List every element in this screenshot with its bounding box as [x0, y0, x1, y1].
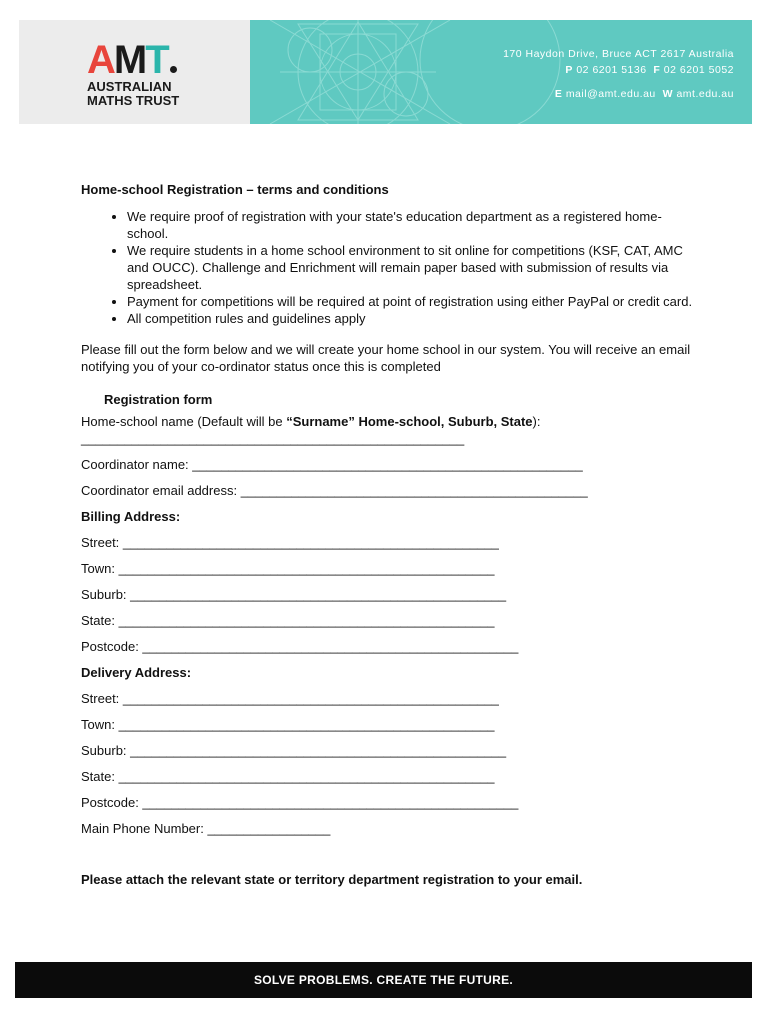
registration-form-title: Registration form	[104, 392, 213, 407]
delivery-suburb-field[interactable]: Suburb: ____________________________________________________	[81, 743, 507, 758]
web-link[interactable]: amt.edu.au	[676, 88, 734, 100]
footer-tagline: SOLVE PROBLEMS. CREATE THE FUTURE.	[15, 962, 752, 998]
list-item: • We require proof of registration with your state's education department as a registered home-school.	[127, 208, 701, 242]
intro-paragraph: Please fill out the form below and we will create your home school in our system. You will receive an email notifying you of your co-ordinator status once this is completed	[81, 342, 691, 374]
delivery-town-field[interactable]: Town: ____________________________________________________	[81, 717, 495, 732]
billing-street-field[interactable]: Street: ____________________________________________________	[81, 535, 499, 550]
logo-area	[19, 20, 250, 124]
phone-fax-line: P 02 6201 5136 F 02 6201 5052	[565, 64, 734, 76]
delivery-street-field[interactable]: Street: ____________________________________________________	[81, 691, 499, 706]
amt-logo: AMT	[87, 40, 177, 80]
email-link[interactable]: mail@amt.edu.au	[565, 88, 656, 100]
org-name: AUSTRALIAN MATHS TRUST	[87, 79, 180, 108]
contact-banner	[250, 20, 752, 124]
list-item: • All competition rules and guidelines apply	[127, 310, 701, 327]
terms-list	[81, 208, 701, 327]
billing-state-field[interactable]: State: ____________________________________________________	[81, 613, 495, 628]
billing-postcode-field[interactable]: Postcode: ____________________________________________________	[81, 639, 519, 654]
delivery-state-field[interactable]: State: ____________________________________________________	[81, 769, 495, 784]
homeschool-name-field[interactable]: _____________________________________________________	[81, 431, 465, 446]
coordinator-name-field[interactable]: Coordinator name: ______________________________________________________	[81, 457, 583, 472]
main-phone-field[interactable]: Main Phone Number: _________________	[81, 821, 331, 836]
email-web-line: E mail@amt.edu.au W amt.edu.au	[554, 88, 734, 100]
billing-suburb-field[interactable]: Suburb: ____________________________________________________	[81, 587, 507, 602]
letterhead	[19, 20, 752, 124]
delivery-postcode-field[interactable]: Postcode: ____________________________________________________	[81, 795, 519, 810]
contact-details	[503, 46, 734, 102]
coordinator-email-field[interactable]: Coordinator email address: ________________________________________________	[81, 483, 588, 498]
list-item: • We require students in a home school environment to sit online for competitions (KSF, CAT, AMC and OUCC). Challenge and Enrichment will remain paper based with submission of results via spreadsheet.	[127, 242, 701, 293]
billing-town-field[interactable]: Town: ____________________________________________________	[81, 561, 495, 576]
terms-heading: Home-school Registration – terms and conditions	[81, 182, 389, 197]
homeschool-name-label: Home-school name (Default will be “Surname” Home-school, Suburb, State):	[81, 414, 541, 429]
billing-heading: Billing Address:	[81, 509, 181, 524]
address: 170 Haydon Drive, Bruce ACT 2617 Australia	[503, 48, 734, 60]
attach-note: Please attach the relevant state or territory department registration to your email.	[81, 872, 583, 887]
document-body	[81, 181, 701, 888]
delivery-heading: Delivery Address:	[81, 665, 192, 680]
list-item: • Payment for competitions will be required at point of registration using either PayPal or credit card.	[127, 293, 701, 310]
